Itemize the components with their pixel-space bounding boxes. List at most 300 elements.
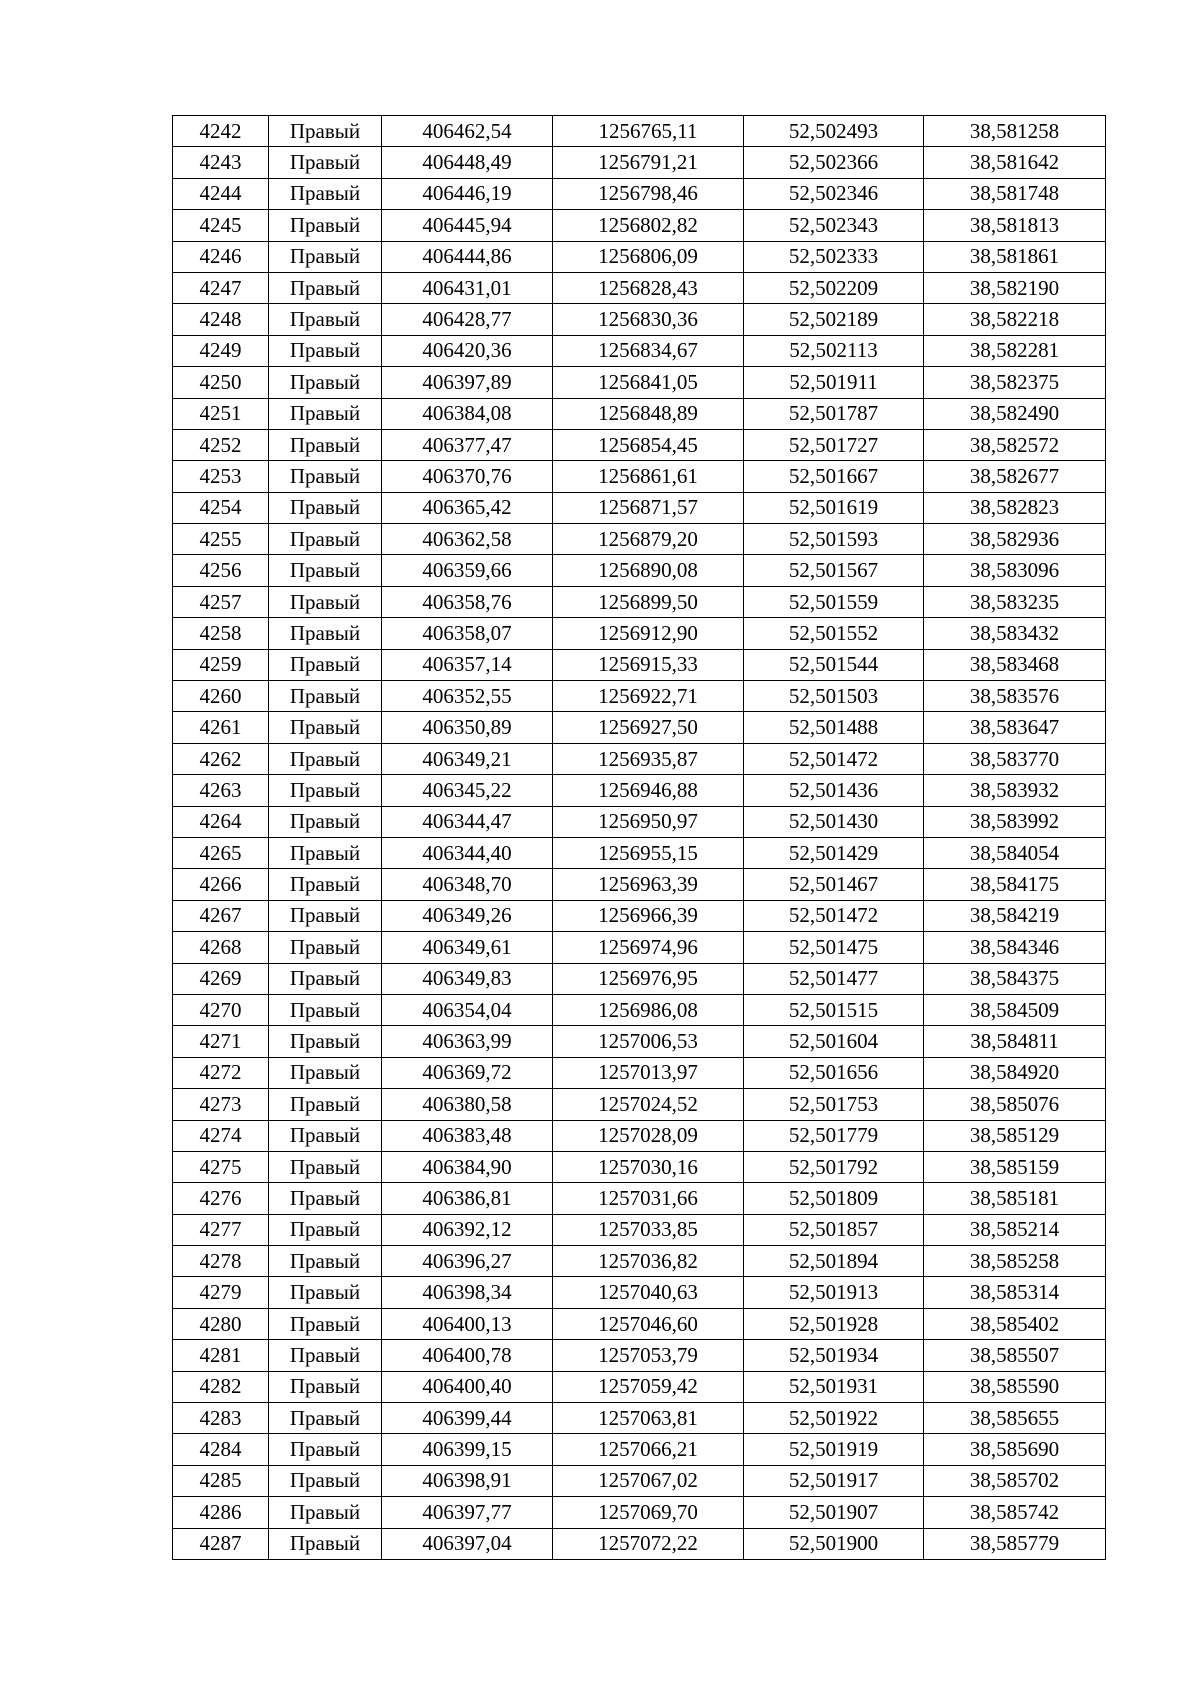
y-coordinate-cell: 1257036,82 (553, 1246, 744, 1277)
longitude-cell: 38,585779 (924, 1528, 1106, 1559)
side-cell: Правый (269, 272, 382, 303)
longitude-cell: 38,585314 (924, 1277, 1106, 1308)
table-row (173, 1465, 1106, 1496)
latitude-cell: 52,501917 (744, 1465, 924, 1496)
longitude-cell: 38,583770 (924, 743, 1106, 774)
latitude-cell: 52,501544 (744, 649, 924, 680)
point-number-cell: 4255 (173, 524, 269, 555)
latitude-cell: 52,501787 (744, 398, 924, 429)
latitude-cell: 52,502346 (744, 178, 924, 209)
longitude-cell: 38,583468 (924, 649, 1106, 680)
side-cell: Правый (269, 1277, 382, 1308)
table-row (173, 304, 1106, 335)
point-number-cell: 4265 (173, 837, 269, 868)
point-number-cell: 4261 (173, 712, 269, 743)
side-cell: Правый (269, 932, 382, 963)
y-coordinate-cell: 1256848,89 (553, 398, 744, 429)
longitude-cell: 38,583432 (924, 618, 1106, 649)
table-row (173, 461, 1106, 492)
latitude-cell: 52,502366 (744, 147, 924, 178)
longitude-cell: 38,582490 (924, 398, 1106, 429)
latitude-cell: 52,501430 (744, 806, 924, 837)
table-row (173, 932, 1106, 963)
side-cell: Правый (269, 147, 382, 178)
longitude-cell: 38,585258 (924, 1246, 1106, 1277)
longitude-cell: 38,581748 (924, 178, 1106, 209)
point-number-cell: 4273 (173, 1089, 269, 1120)
point-number-cell: 4267 (173, 900, 269, 931)
y-coordinate-cell: 1257030,16 (553, 1151, 744, 1182)
point-number-cell: 4282 (173, 1371, 269, 1402)
point-number-cell: 4251 (173, 398, 269, 429)
point-number-cell: 4257 (173, 586, 269, 617)
point-number-cell: 4253 (173, 461, 269, 492)
point-number-cell: 4280 (173, 1308, 269, 1339)
longitude-cell: 38,583576 (924, 681, 1106, 712)
x-coordinate-cell: 406349,83 (382, 963, 553, 994)
side-cell: Правый (269, 492, 382, 523)
longitude-cell: 38,585590 (924, 1371, 1106, 1402)
longitude-cell: 38,583932 (924, 775, 1106, 806)
y-coordinate-cell: 1256861,61 (553, 461, 744, 492)
table-row (173, 1371, 1106, 1402)
table-row (173, 1308, 1106, 1339)
y-coordinate-cell: 1256927,50 (553, 712, 744, 743)
table-row (173, 963, 1106, 994)
point-number-cell: 4287 (173, 1528, 269, 1559)
longitude-cell: 38,582218 (924, 304, 1106, 335)
longitude-cell: 38,584811 (924, 1026, 1106, 1057)
table-row (173, 1151, 1106, 1182)
longitude-cell: 38,585159 (924, 1151, 1106, 1182)
x-coordinate-cell: 406397,04 (382, 1528, 553, 1559)
table-row (173, 1277, 1106, 1308)
longitude-cell: 38,585742 (924, 1497, 1106, 1528)
table-row (173, 1183, 1106, 1214)
table-row (173, 1403, 1106, 1434)
y-coordinate-cell: 1256912,90 (553, 618, 744, 649)
longitude-cell: 38,582823 (924, 492, 1106, 523)
x-coordinate-cell: 406370,76 (382, 461, 553, 492)
y-coordinate-cell: 1257053,79 (553, 1340, 744, 1371)
side-cell: Правый (269, 1246, 382, 1277)
table-row (173, 1340, 1106, 1371)
table-row (173, 869, 1106, 900)
side-cell: Правый (269, 429, 382, 460)
table-row (173, 1057, 1106, 1088)
table-row (173, 398, 1106, 429)
longitude-cell: 38,584509 (924, 994, 1106, 1025)
x-coordinate-cell: 406392,12 (382, 1214, 553, 1245)
x-coordinate-cell: 406400,13 (382, 1308, 553, 1339)
latitude-cell: 52,501928 (744, 1308, 924, 1339)
latitude-cell: 52,501429 (744, 837, 924, 868)
latitude-cell: 52,501809 (744, 1183, 924, 1214)
x-coordinate-cell: 406383,48 (382, 1120, 553, 1151)
x-coordinate-cell: 406428,77 (382, 304, 553, 335)
table-row (173, 241, 1106, 272)
longitude-cell: 38,584920 (924, 1057, 1106, 1088)
y-coordinate-cell: 1256922,71 (553, 681, 744, 712)
x-coordinate-cell: 406445,94 (382, 210, 553, 241)
point-number-cell: 4274 (173, 1120, 269, 1151)
side-cell: Правый (269, 837, 382, 868)
x-coordinate-cell: 406365,42 (382, 492, 553, 523)
x-coordinate-cell: 406396,27 (382, 1246, 553, 1277)
longitude-cell: 38,585690 (924, 1434, 1106, 1465)
latitude-cell: 52,501475 (744, 932, 924, 963)
longitude-cell: 38,581258 (924, 116, 1106, 147)
point-number-cell: 4250 (173, 367, 269, 398)
y-coordinate-cell: 1256966,39 (553, 900, 744, 931)
latitude-cell: 52,501559 (744, 586, 924, 617)
longitude-cell: 38,582677 (924, 461, 1106, 492)
latitude-cell: 52,501911 (744, 367, 924, 398)
latitude-cell: 52,501619 (744, 492, 924, 523)
latitude-cell: 52,501727 (744, 429, 924, 460)
y-coordinate-cell: 1256976,95 (553, 963, 744, 994)
longitude-cell: 38,583992 (924, 806, 1106, 837)
side-cell: Правый (269, 681, 382, 712)
table-row (173, 1214, 1106, 1245)
x-coordinate-cell: 406348,70 (382, 869, 553, 900)
x-coordinate-cell: 406350,89 (382, 712, 553, 743)
y-coordinate-cell: 1256986,08 (553, 994, 744, 1025)
latitude-cell: 52,501488 (744, 712, 924, 743)
latitude-cell: 52,501472 (744, 900, 924, 931)
table-row (173, 806, 1106, 837)
y-coordinate-cell: 1257069,70 (553, 1497, 744, 1528)
side-cell: Правый (269, 618, 382, 649)
x-coordinate-cell: 406349,26 (382, 900, 553, 931)
y-coordinate-cell: 1256871,57 (553, 492, 744, 523)
table-row (173, 775, 1106, 806)
x-coordinate-cell: 406352,55 (382, 681, 553, 712)
side-cell: Правый (269, 1057, 382, 1088)
latitude-cell: 52,502493 (744, 116, 924, 147)
x-coordinate-cell: 406431,01 (382, 272, 553, 303)
y-coordinate-cell: 1257066,21 (553, 1434, 744, 1465)
y-coordinate-cell: 1256950,97 (553, 806, 744, 837)
side-cell: Правый (269, 1026, 382, 1057)
coordinates-table (172, 115, 1106, 1560)
side-cell: Правый (269, 775, 382, 806)
x-coordinate-cell: 406400,78 (382, 1340, 553, 1371)
table-row (173, 524, 1106, 555)
x-coordinate-cell: 406399,44 (382, 1403, 553, 1434)
table-row (173, 178, 1106, 209)
point-number-cell: 4260 (173, 681, 269, 712)
side-cell: Правый (269, 304, 382, 335)
point-number-cell: 4246 (173, 241, 269, 272)
table-row (173, 743, 1106, 774)
longitude-cell: 38,582572 (924, 429, 1106, 460)
latitude-cell: 52,501753 (744, 1089, 924, 1120)
y-coordinate-cell: 1256828,43 (553, 272, 744, 303)
y-coordinate-cell: 1257040,63 (553, 1277, 744, 1308)
table-row (173, 586, 1106, 617)
latitude-cell: 52,501567 (744, 555, 924, 586)
longitude-cell: 38,583235 (924, 586, 1106, 617)
point-number-cell: 4277 (173, 1214, 269, 1245)
point-number-cell: 4263 (173, 775, 269, 806)
side-cell: Правый (269, 116, 382, 147)
point-number-cell: 4275 (173, 1151, 269, 1182)
table-row (173, 994, 1106, 1025)
side-cell: Правый (269, 1434, 382, 1465)
y-coordinate-cell: 1256879,20 (553, 524, 744, 555)
longitude-cell: 38,583096 (924, 555, 1106, 586)
x-coordinate-cell: 406359,66 (382, 555, 553, 586)
point-number-cell: 4248 (173, 304, 269, 335)
y-coordinate-cell: 1257028,09 (553, 1120, 744, 1151)
table-row (173, 1528, 1106, 1559)
x-coordinate-cell: 406444,86 (382, 241, 553, 272)
longitude-cell: 38,585181 (924, 1183, 1106, 1214)
latitude-cell: 52,501931 (744, 1371, 924, 1402)
side-cell: Правый (269, 1308, 382, 1339)
side-cell: Правый (269, 1214, 382, 1245)
y-coordinate-cell: 1256974,96 (553, 932, 744, 963)
point-number-cell: 4252 (173, 429, 269, 460)
latitude-cell: 52,502343 (744, 210, 924, 241)
latitude-cell: 52,501913 (744, 1277, 924, 1308)
y-coordinate-cell: 1256915,33 (553, 649, 744, 680)
longitude-cell: 38,581813 (924, 210, 1106, 241)
y-coordinate-cell: 1256830,36 (553, 304, 744, 335)
table-row (173, 1026, 1106, 1057)
side-cell: Правый (269, 806, 382, 837)
latitude-cell: 52,501477 (744, 963, 924, 994)
x-coordinate-cell: 406462,54 (382, 116, 553, 147)
table-row (173, 681, 1106, 712)
y-coordinate-cell: 1257031,66 (553, 1183, 744, 1214)
point-number-cell: 4276 (173, 1183, 269, 1214)
side-cell: Правый (269, 900, 382, 931)
latitude-cell: 52,501667 (744, 461, 924, 492)
table-row (173, 147, 1106, 178)
side-cell: Правый (269, 712, 382, 743)
latitude-cell: 52,502113 (744, 335, 924, 366)
y-coordinate-cell: 1257024,52 (553, 1089, 744, 1120)
x-coordinate-cell: 406420,36 (382, 335, 553, 366)
y-coordinate-cell: 1256791,21 (553, 147, 744, 178)
point-number-cell: 4278 (173, 1246, 269, 1277)
table-row (173, 1497, 1106, 1528)
point-number-cell: 4264 (173, 806, 269, 837)
x-coordinate-cell: 406399,15 (382, 1434, 553, 1465)
y-coordinate-cell: 1257006,53 (553, 1026, 744, 1057)
y-coordinate-cell: 1256854,45 (553, 429, 744, 460)
side-cell: Правый (269, 1120, 382, 1151)
table-row (173, 1246, 1106, 1277)
x-coordinate-cell: 406398,34 (382, 1277, 553, 1308)
x-coordinate-cell: 406349,61 (382, 932, 553, 963)
longitude-cell: 38,584346 (924, 932, 1106, 963)
longitude-cell: 38,585655 (924, 1403, 1106, 1434)
latitude-cell: 52,501907 (744, 1497, 924, 1528)
x-coordinate-cell: 406448,49 (382, 147, 553, 178)
x-coordinate-cell: 406358,76 (382, 586, 553, 617)
side-cell: Правый (269, 178, 382, 209)
latitude-cell: 52,501900 (744, 1528, 924, 1559)
x-coordinate-cell: 406363,99 (382, 1026, 553, 1057)
point-number-cell: 4256 (173, 555, 269, 586)
point-number-cell: 4245 (173, 210, 269, 241)
latitude-cell: 52,501894 (744, 1246, 924, 1277)
table-row (173, 649, 1106, 680)
x-coordinate-cell: 406380,58 (382, 1089, 553, 1120)
point-number-cell: 4249 (173, 335, 269, 366)
side-cell: Правый (269, 1089, 382, 1120)
side-cell: Правый (269, 1465, 382, 1496)
point-number-cell: 4268 (173, 932, 269, 963)
latitude-cell: 52,502189 (744, 304, 924, 335)
latitude-cell: 52,501515 (744, 994, 924, 1025)
point-number-cell: 4284 (173, 1434, 269, 1465)
x-coordinate-cell: 406397,89 (382, 367, 553, 398)
side-cell: Правый (269, 1371, 382, 1402)
y-coordinate-cell: 1256963,39 (553, 869, 744, 900)
latitude-cell: 52,502209 (744, 272, 924, 303)
longitude-cell: 38,585076 (924, 1089, 1106, 1120)
side-cell: Правый (269, 1528, 382, 1559)
longitude-cell: 38,582375 (924, 367, 1106, 398)
latitude-cell: 52,501934 (744, 1340, 924, 1371)
point-number-cell: 4262 (173, 743, 269, 774)
coordinates-table-body (173, 116, 1106, 1560)
longitude-cell: 38,585402 (924, 1308, 1106, 1339)
y-coordinate-cell: 1257072,22 (553, 1528, 744, 1559)
point-number-cell: 4258 (173, 618, 269, 649)
table-row (173, 210, 1106, 241)
point-number-cell: 4244 (173, 178, 269, 209)
longitude-cell: 38,584054 (924, 837, 1106, 868)
side-cell: Правый (269, 524, 382, 555)
side-cell: Правый (269, 1497, 382, 1528)
longitude-cell: 38,585507 (924, 1340, 1106, 1371)
side-cell: Правый (269, 398, 382, 429)
longitude-cell: 38,585214 (924, 1214, 1106, 1245)
side-cell: Правый (269, 461, 382, 492)
y-coordinate-cell: 1257059,42 (553, 1371, 744, 1402)
point-number-cell: 4254 (173, 492, 269, 523)
y-coordinate-cell: 1256946,88 (553, 775, 744, 806)
longitude-cell: 38,582281 (924, 335, 1106, 366)
longitude-cell: 38,584219 (924, 900, 1106, 931)
latitude-cell: 52,501593 (744, 524, 924, 555)
table-row (173, 367, 1106, 398)
latitude-cell: 52,501467 (744, 869, 924, 900)
longitude-cell: 38,582936 (924, 524, 1106, 555)
longitude-cell: 38,585702 (924, 1465, 1106, 1496)
point-number-cell: 4281 (173, 1340, 269, 1371)
y-coordinate-cell: 1256955,15 (553, 837, 744, 868)
x-coordinate-cell: 406354,04 (382, 994, 553, 1025)
x-coordinate-cell: 406384,90 (382, 1151, 553, 1182)
longitude-cell: 38,582190 (924, 272, 1106, 303)
y-coordinate-cell: 1256899,50 (553, 586, 744, 617)
side-cell: Правый (269, 1151, 382, 1182)
point-number-cell: 4242 (173, 116, 269, 147)
table-row (173, 429, 1106, 460)
latitude-cell: 52,501656 (744, 1057, 924, 1088)
y-coordinate-cell: 1256765,11 (553, 116, 744, 147)
point-number-cell: 4243 (173, 147, 269, 178)
side-cell: Правый (269, 649, 382, 680)
table-row (173, 837, 1106, 868)
side-cell: Правый (269, 586, 382, 617)
point-number-cell: 4286 (173, 1497, 269, 1528)
table-row (173, 335, 1106, 366)
point-number-cell: 4272 (173, 1057, 269, 1088)
y-coordinate-cell: 1257067,02 (553, 1465, 744, 1496)
latitude-cell: 52,501922 (744, 1403, 924, 1434)
x-coordinate-cell: 406344,47 (382, 806, 553, 837)
table-row (173, 1120, 1106, 1151)
latitude-cell: 52,501857 (744, 1214, 924, 1245)
point-number-cell: 4269 (173, 963, 269, 994)
point-number-cell: 4271 (173, 1026, 269, 1057)
point-number-cell: 4247 (173, 272, 269, 303)
side-cell: Правый (269, 210, 382, 241)
side-cell: Правый (269, 1183, 382, 1214)
y-coordinate-cell: 1257046,60 (553, 1308, 744, 1339)
y-coordinate-cell: 1256841,05 (553, 367, 744, 398)
x-coordinate-cell: 406369,72 (382, 1057, 553, 1088)
side-cell: Правый (269, 241, 382, 272)
x-coordinate-cell: 406345,22 (382, 775, 553, 806)
table-row (173, 1434, 1106, 1465)
y-coordinate-cell: 1256834,67 (553, 335, 744, 366)
x-coordinate-cell: 406362,58 (382, 524, 553, 555)
x-coordinate-cell: 406398,91 (382, 1465, 553, 1496)
y-coordinate-cell: 1256802,82 (553, 210, 744, 241)
point-number-cell: 4279 (173, 1277, 269, 1308)
table-row (173, 900, 1106, 931)
point-number-cell: 4285 (173, 1465, 269, 1496)
x-coordinate-cell: 406344,40 (382, 837, 553, 868)
table-row (173, 618, 1106, 649)
latitude-cell: 52,501436 (744, 775, 924, 806)
latitude-cell: 52,501792 (744, 1151, 924, 1182)
latitude-cell: 52,501919 (744, 1434, 924, 1465)
x-coordinate-cell: 406386,81 (382, 1183, 553, 1214)
table-row (173, 492, 1106, 523)
side-cell: Правый (269, 869, 382, 900)
y-coordinate-cell: 1256935,87 (553, 743, 744, 774)
point-number-cell: 4270 (173, 994, 269, 1025)
x-coordinate-cell: 406400,40 (382, 1371, 553, 1402)
table-row (173, 116, 1106, 147)
longitude-cell: 38,584175 (924, 869, 1106, 900)
side-cell: Правый (269, 963, 382, 994)
x-coordinate-cell: 406358,07 (382, 618, 553, 649)
side-cell: Правый (269, 743, 382, 774)
latitude-cell: 52,501472 (744, 743, 924, 774)
longitude-cell: 38,584375 (924, 963, 1106, 994)
point-number-cell: 4283 (173, 1403, 269, 1434)
latitude-cell: 52,501503 (744, 681, 924, 712)
side-cell: Правый (269, 555, 382, 586)
longitude-cell: 38,581642 (924, 147, 1106, 178)
y-coordinate-cell: 1256798,46 (553, 178, 744, 209)
x-coordinate-cell: 406384,08 (382, 398, 553, 429)
latitude-cell: 52,501552 (744, 618, 924, 649)
latitude-cell: 52,501779 (744, 1120, 924, 1151)
point-number-cell: 4266 (173, 869, 269, 900)
y-coordinate-cell: 1257013,97 (553, 1057, 744, 1088)
